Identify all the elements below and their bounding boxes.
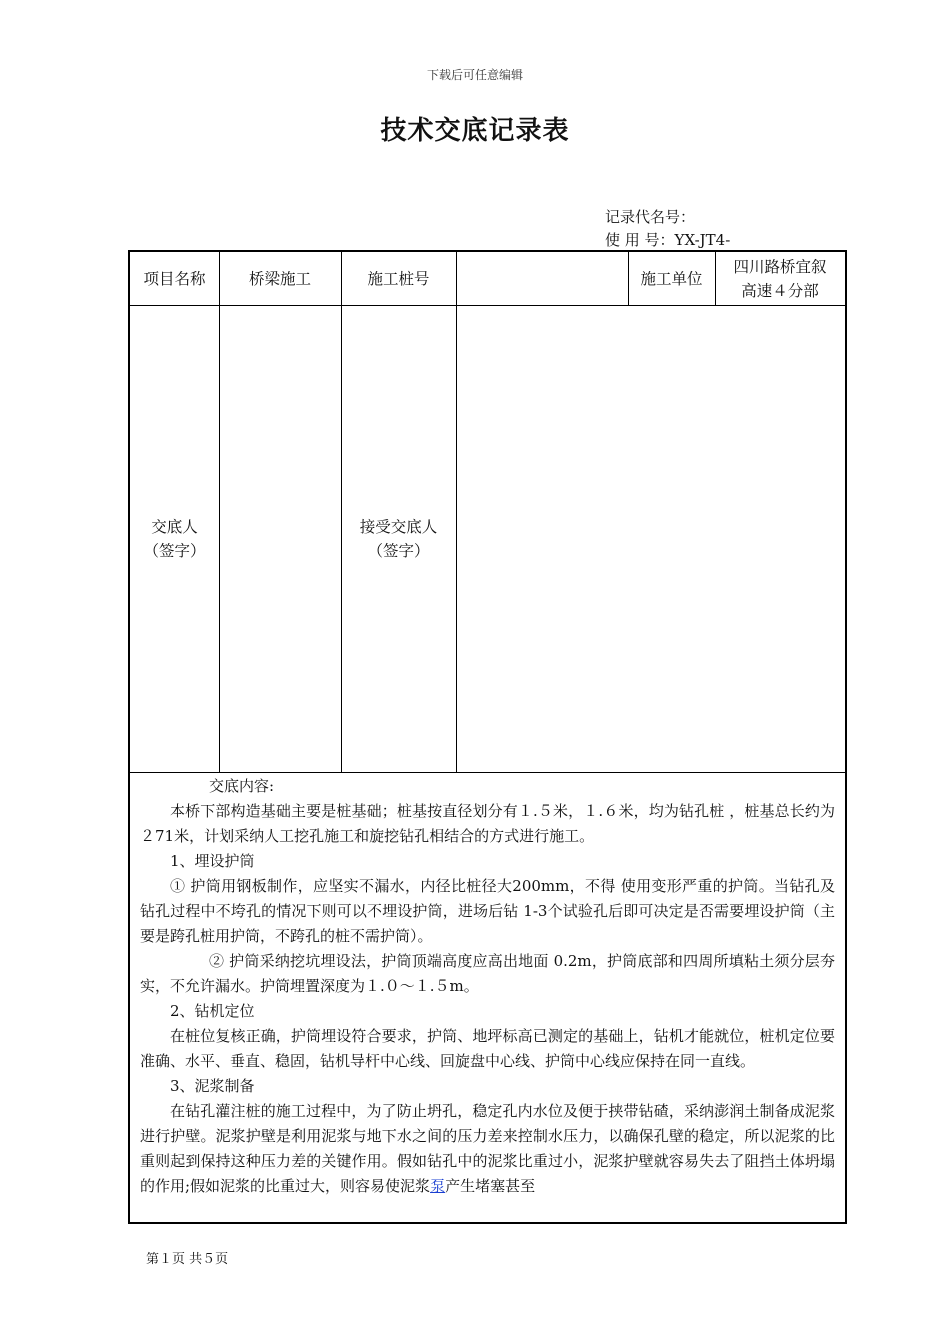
- receiver-label: [341, 305, 456, 772]
- discloser-label: [130, 305, 219, 772]
- discloser-label-line2: （签字）: [143, 541, 206, 560]
- unit-value-line2: 高速４分部: [741, 281, 819, 300]
- content-paragraph: ① 护筒用钢板制作，应坚实不漏水，内径比桩径大200mm，不得 使用变形严重的护筒。当钻孔及钻孔过程中不垮孔的情况下则可以不埋设护筒，进场后钻 1-3个试验孔后即可决定是否需要埋设护筒（主要是跨孔桩用护筒，不跨孔的桩不需护筒）。: [140, 877, 835, 945]
- pump-link[interactable]: 泵: [430, 1177, 446, 1195]
- record-table: [128, 250, 847, 1224]
- unit-value: [715, 252, 845, 305]
- discloser-label-line1: 交底人: [151, 517, 198, 536]
- paragraph-text: 产生堵塞甚至: [445, 1177, 536, 1195]
- section-heading-3: 3、泥浆制备: [170, 1077, 255, 1095]
- unit-label: 施工单位: [640, 269, 703, 288]
- document-title: 技术交底记录表: [380, 116, 570, 146]
- station-label: 施工桩号: [367, 269, 430, 288]
- content-paragraph: [140, 1099, 835, 1199]
- page-footer: 第１页 共５页: [146, 1252, 229, 1267]
- content-paragraph: 本桥下部构造基础主要是桩基础；桩基按直径划分有１.５米，１.６米，均为钻孔桩 ，桩基总长约为２71米，计划采纳人工挖孔施工和旋挖钻孔相结合的方式进行施工。: [140, 802, 835, 845]
- discloser-signature-cell[interactable]: [219, 305, 341, 772]
- section-heading-2: 2、钻机定位: [170, 1002, 255, 1020]
- project-name-label: 项目名称: [143, 269, 206, 288]
- content-heading: 交底内容:: [209, 777, 275, 795]
- receiver-label-line1: 接受交底人: [359, 517, 438, 536]
- project-name-value: 桥梁施工: [248, 269, 311, 288]
- receiver-signature-cell[interactable]: [456, 305, 845, 772]
- record-code-label: 记录代名号：: [605, 208, 696, 226]
- receiver-label-line2: （签字）: [367, 541, 430, 560]
- station-value: [456, 252, 628, 305]
- disclosure-content: [140, 774, 835, 1199]
- unit-value-line1: 四川路桥宜叙: [733, 257, 827, 276]
- usage-number-label: 使 用 号：YX-JT4-: [605, 231, 731, 249]
- paragraph-text: 在钻孔灌注桩的施工过程中，为了防止坍孔，稳定孔内水位及便于挟带钻碴，采纳澎润土制备成泥浆进行护壁。泥浆护壁是利用泥浆与地下水之间的压力差来控制水压力，以确保孔壁的稳定，所以泥浆的比重则起到保持这种压力差的关键作用。假如钻孔中的泥浆比重过小，泥浆护壁就容易失去了阻挡土体坍塌的作用;假如泥浆的比重过大，则容易使泥浆: [140, 1102, 835, 1195]
- row-divider: [130, 772, 845, 773]
- header-note: 下载后可任意编辑: [426, 68, 523, 82]
- content-paragraph: ② 护筒采纳挖坑埋设法，护筒顶端高度应高出地面 0.2m，护筒底部和四周所填粘土须分层夯实，不允许漏水。护筒埋置深度为１.０～１.５m。: [140, 952, 835, 995]
- content-paragraph: 在桩位复核正确，护筒埋设符合要求，护筒、地坪标高已测定的基础上，钻机才能就位，桩机定位要准确、水平、垂直、稳固，钻机导杆中心线、回旋盘中心线、护筒中心线应保持在同一直线。: [140, 1027, 835, 1070]
- section-heading-1: 1、埋设护筒: [170, 852, 255, 870]
